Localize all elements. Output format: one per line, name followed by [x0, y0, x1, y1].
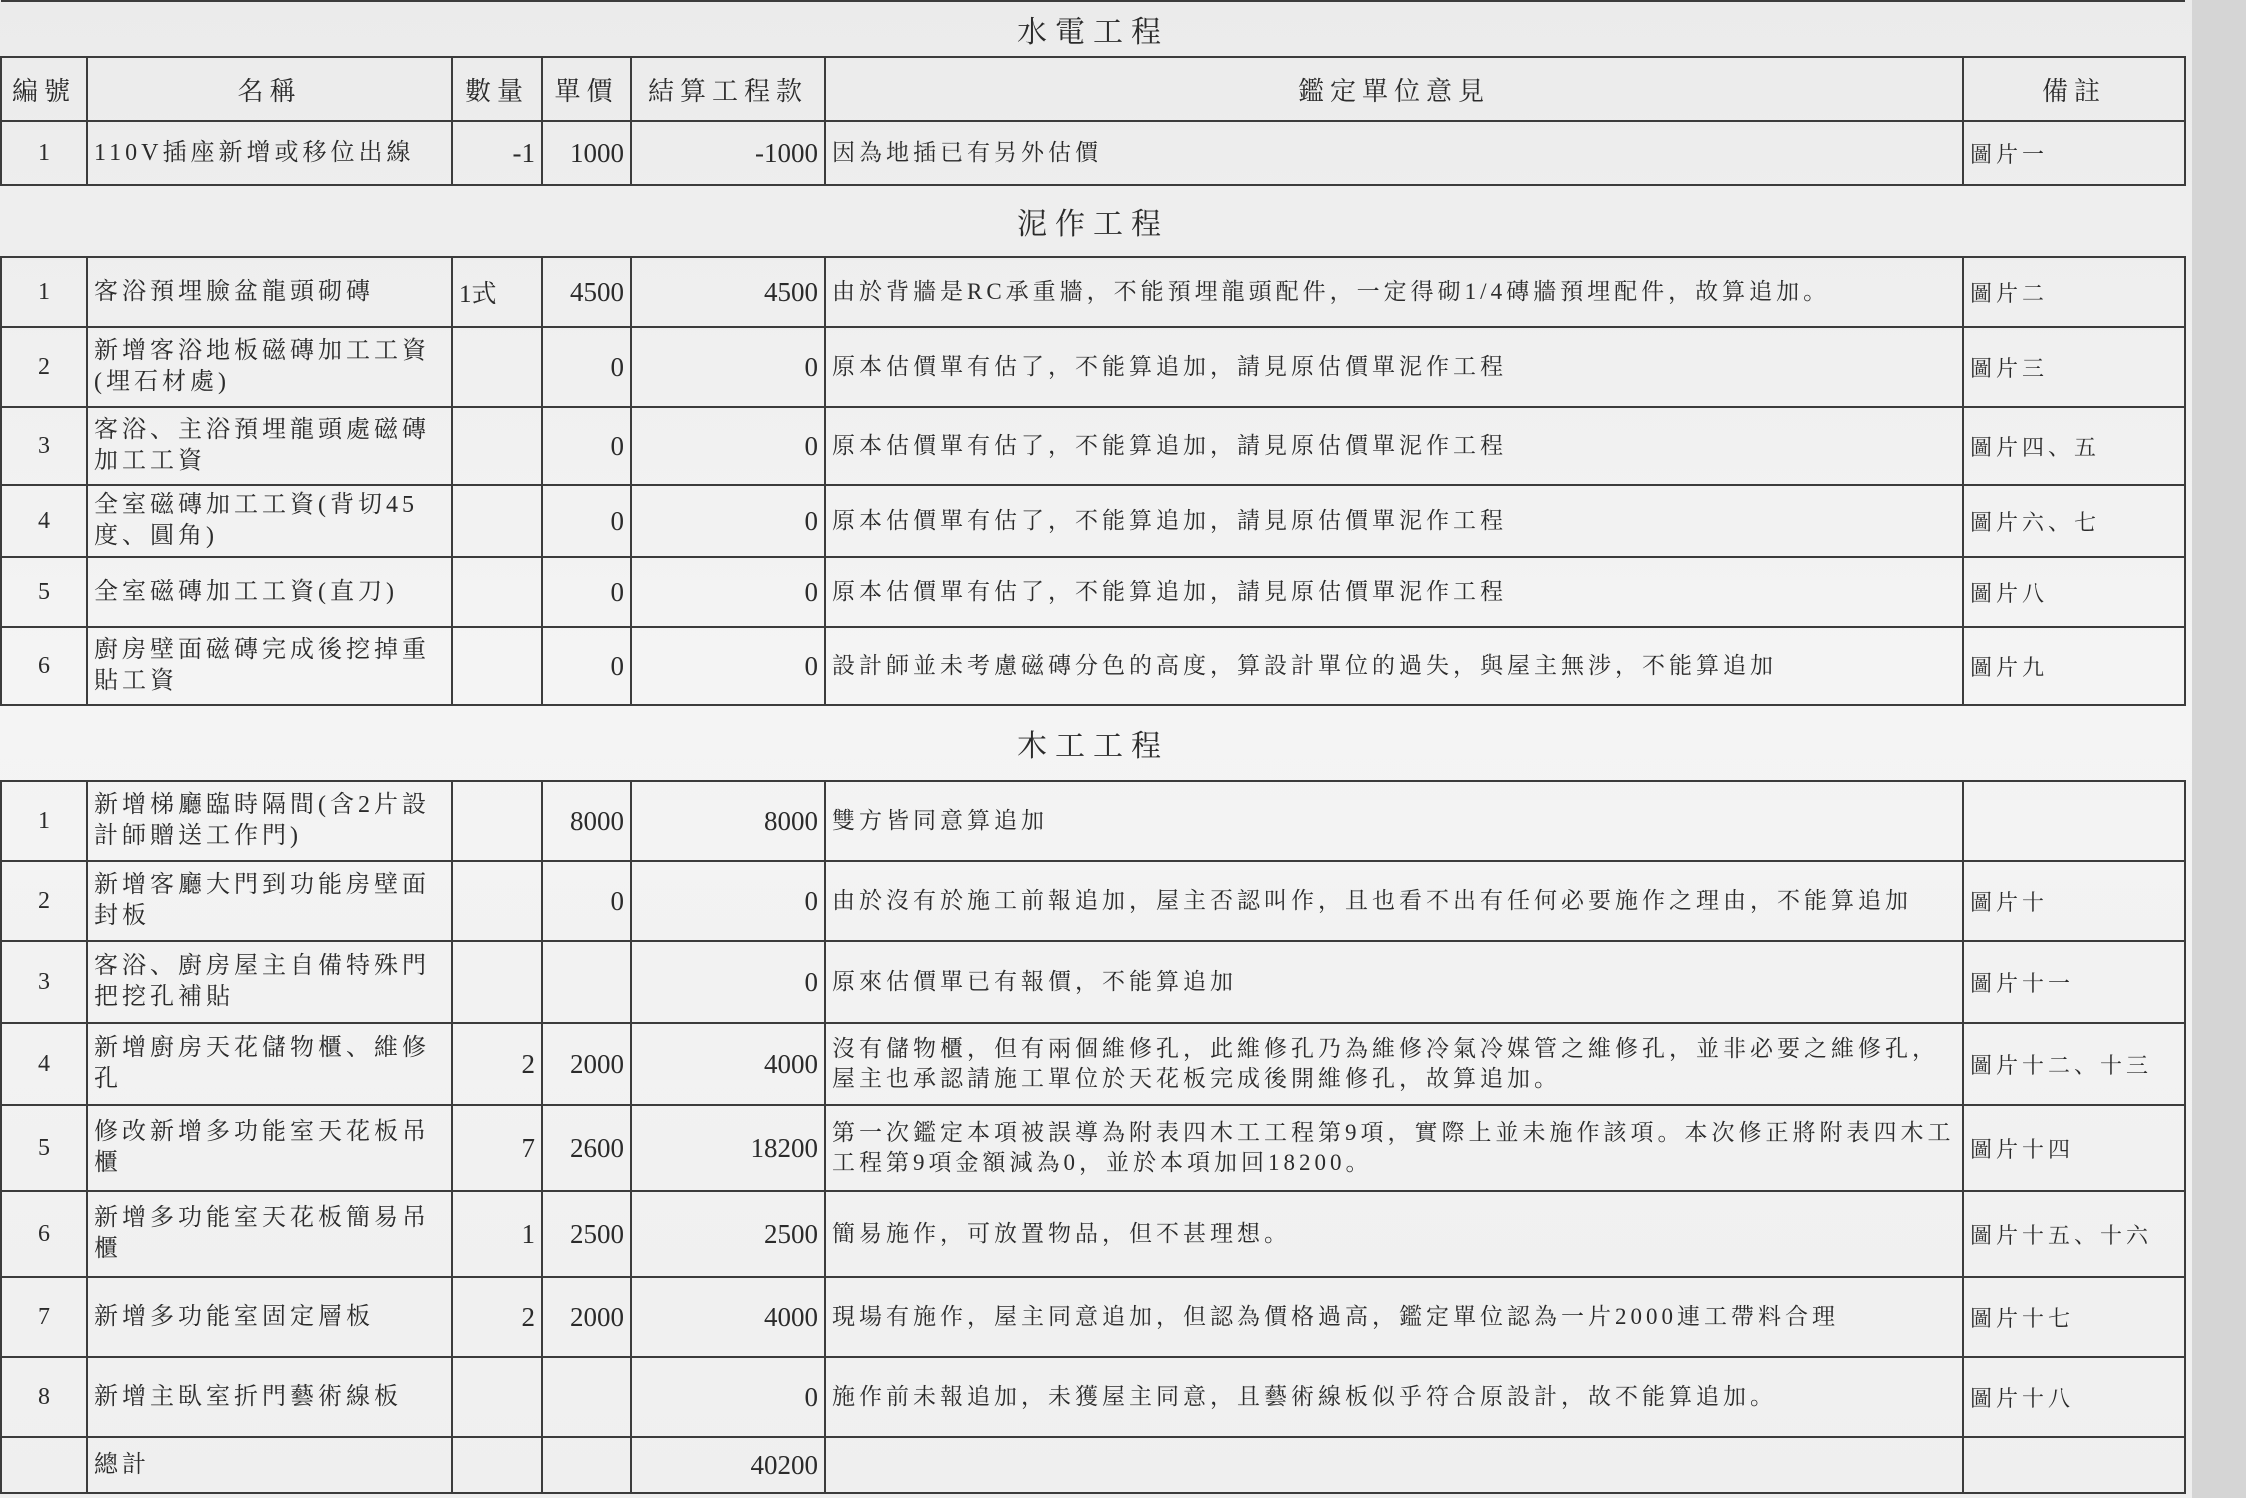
- header-no: 編號: [1, 57, 87, 121]
- item-amount: 0: [631, 327, 825, 407]
- section-title-masonry: 泥作工程: [1, 185, 2185, 257]
- table-row: [1, 861, 2185, 941]
- item-unit-price: 0: [542, 407, 631, 485]
- header-name: 名稱: [87, 57, 452, 121]
- item-no: 1: [1, 781, 87, 861]
- table-row: [1, 1277, 2185, 1357]
- item-name: 新增客廳大門到功能房壁面封板: [87, 861, 452, 941]
- item-no: 5: [1, 557, 87, 627]
- item-no: 6: [1, 1191, 87, 1277]
- table-row: [1, 941, 2185, 1023]
- item-opinion: 原來估價單已有報價，不能算追加: [825, 941, 1963, 1023]
- item-quantity: 1式: [452, 257, 542, 327]
- item-unit-price: 0: [542, 557, 631, 627]
- table-row: [1, 257, 2185, 327]
- item-no: 6: [1, 627, 87, 705]
- item-remark: 圖片三: [1963, 327, 2185, 407]
- item-unit-price: 2000: [542, 1023, 631, 1105]
- item-name: 新增梯廳臨時隔間(含2片設計師贈送工作門): [87, 781, 452, 861]
- item-unit-price: [542, 1357, 631, 1437]
- item-amount: 4000: [631, 1277, 825, 1357]
- item-amount: 0: [631, 861, 825, 941]
- item-quantity: 2: [452, 1277, 542, 1357]
- item-quantity: [452, 627, 542, 705]
- item-opinion: 現場有施作，屋主同意追加，但認為價格過高，鑑定單位認為一片2000連工帶料合理: [825, 1277, 1963, 1357]
- item-opinion: 原本估價單有估了，不能算追加，請見原估價單泥作工程: [825, 485, 1963, 557]
- section-title-carpentry: 木工工程: [1, 705, 2185, 781]
- item-unit-price: [542, 941, 631, 1023]
- table-row: [1, 557, 2185, 627]
- item-name: 全室磁磚加工工資(背切45度、圓角): [87, 485, 452, 557]
- item-name: 客浴、廚房屋主自備特殊門把挖孔補貼: [87, 941, 452, 1023]
- header-remark: 備註: [1963, 57, 2185, 121]
- item-amount: 18200: [631, 1105, 825, 1191]
- item-opinion: 施作前未報追加，未獲屋主同意，且藝術線板似乎符合原設計，故不能算追加。: [825, 1357, 1963, 1437]
- item-name: 廚房壁面磁磚完成後挖掉重貼工資: [87, 627, 452, 705]
- item-name: 110V插座新增或移位出線: [87, 121, 452, 185]
- item-unit-price: 0: [542, 327, 631, 407]
- item-name: 新增廚房天花儲物櫃、維修孔: [87, 1023, 452, 1105]
- item-opinion: 原本估價單有估了，不能算追加，請見原估價單泥作工程: [825, 557, 1963, 627]
- item-no: 2: [1, 327, 87, 407]
- table-row: [1, 1357, 2185, 1437]
- item-unit-price: 0: [542, 627, 631, 705]
- item-remark: 圖片十五、十六: [1963, 1191, 2185, 1277]
- total-remark-cell: [1963, 1437, 2185, 1493]
- section-title-row: [1, 1, 2185, 57]
- header-amount: 結算工程款: [631, 57, 825, 121]
- total-amount: 40200: [631, 1437, 825, 1493]
- item-opinion: 雙方皆同意算追加: [825, 781, 1963, 861]
- item-opinion: 因為地插已有另外估價: [825, 121, 1963, 185]
- item-remark: 圖片十八: [1963, 1357, 2185, 1437]
- item-quantity: [452, 327, 542, 407]
- item-amount: 0: [631, 627, 825, 705]
- item-unit-price: 0: [542, 861, 631, 941]
- item-opinion: 簡易施作，可放置物品，但不甚理想。: [825, 1191, 1963, 1277]
- total-row: [1, 1437, 2185, 1493]
- total-quantity-cell: [452, 1437, 542, 1493]
- item-no: 8: [1, 1357, 87, 1437]
- item-name: 全室磁磚加工工資(直刀): [87, 557, 452, 627]
- item-unit-price: 2500: [542, 1191, 631, 1277]
- table-row: [1, 781, 2185, 861]
- item-remark: 圖片一: [1963, 121, 2185, 185]
- item-quantity: 2: [452, 1023, 542, 1105]
- item-name: 新增客浴地板磁磚加工工資(埋石材處): [87, 327, 452, 407]
- item-remark: 圖片十: [1963, 861, 2185, 941]
- item-opinion: 由於背牆是RC承重牆，不能預埋龍頭配件，一定得砌1/4磚牆預埋配件，故算追加。: [825, 257, 1963, 327]
- item-name: 客浴、主浴預埋龍頭處磁磚加工工資: [87, 407, 452, 485]
- item-remark: 圖片十二、十三: [1963, 1023, 2185, 1105]
- table-row: [1, 1023, 2185, 1105]
- item-name: 客浴預埋臉盆龍頭砌磚: [87, 257, 452, 327]
- item-quantity: [452, 485, 542, 557]
- item-remark: 圖片十四: [1963, 1105, 2185, 1191]
- table-header-row: [1, 57, 2185, 121]
- table-row: [1, 121, 2185, 185]
- item-amount: 0: [631, 557, 825, 627]
- item-amount: 0: [631, 485, 825, 557]
- table-row: [1, 1105, 2185, 1191]
- table-row: [1, 1191, 2185, 1277]
- item-amount: 4500: [631, 257, 825, 327]
- item-no: 4: [1, 1023, 87, 1105]
- item-unit-price: 8000: [542, 781, 631, 861]
- item-amount: 0: [631, 407, 825, 485]
- item-amount: 0: [631, 1357, 825, 1437]
- total-no-cell: [1, 1437, 87, 1493]
- item-name: 新增多功能室天花板簡易吊櫃: [87, 1191, 452, 1277]
- item-no: 2: [1, 861, 87, 941]
- total-unit-price-cell: [542, 1437, 631, 1493]
- item-no: 3: [1, 407, 87, 485]
- item-remark: 圖片十一: [1963, 941, 2185, 1023]
- item-name: 新增主臥室折門藝術線板: [87, 1357, 452, 1437]
- item-quantity: 1: [452, 1191, 542, 1277]
- item-remark: 圖片九: [1963, 627, 2185, 705]
- item-unit-price: 0: [542, 485, 631, 557]
- item-quantity: [452, 1357, 542, 1437]
- item-remark: 圖片六、七: [1963, 485, 2185, 557]
- table-row: [1, 627, 2185, 705]
- item-amount: 4000: [631, 1023, 825, 1105]
- item-no: 5: [1, 1105, 87, 1191]
- item-name: 新增多功能室固定層板: [87, 1277, 452, 1357]
- item-name: 修改新增多功能室天花板吊櫃: [87, 1105, 452, 1191]
- item-quantity: 7: [452, 1105, 542, 1191]
- item-quantity: -1: [452, 121, 542, 185]
- item-remark: 圖片八: [1963, 557, 2185, 627]
- item-quantity: [452, 781, 542, 861]
- item-opinion: 沒有儲物櫃，但有兩個維修孔，此維修孔乃為維修冷氣冷媒管之維修孔，並非必要之維修孔，屋主也承認請施工單位於天花板完成後開維修孔，故算追加。: [825, 1023, 1963, 1105]
- item-remark: [1963, 781, 2185, 861]
- item-no: 7: [1, 1277, 87, 1357]
- table-row: [1, 407, 2185, 485]
- item-quantity: [452, 407, 542, 485]
- total-label: 總計: [87, 1437, 452, 1493]
- item-unit-price: 1000: [542, 121, 631, 185]
- item-no: 1: [1, 257, 87, 327]
- section-title-row: [1, 705, 2185, 781]
- item-unit-price: 4500: [542, 257, 631, 327]
- item-opinion: 設計師並未考慮磁磚分色的高度，算設計單位的過失，與屋主無涉，不能算追加: [825, 627, 1963, 705]
- item-amount: 2500: [631, 1191, 825, 1277]
- item-opinion: 原本估價單有估了，不能算追加，請見原估價單泥作工程: [825, 327, 1963, 407]
- item-unit-price: 2600: [542, 1105, 631, 1191]
- header-unit-price: 單價: [542, 57, 631, 121]
- item-unit-price: 2000: [542, 1277, 631, 1357]
- item-opinion: 第一次鑑定本項被誤導為附表四木工工程第9項，實際上並未施作該項。本次修正將附表四木工工程第9項金額減為0，並於本項加回18200。: [825, 1105, 1963, 1191]
- item-quantity: [452, 861, 542, 941]
- section-title-row: [1, 185, 2185, 257]
- header-quantity: 數量: [452, 57, 542, 121]
- item-opinion: 由於沒有於施工前報追加，屋主否認叫作，且也看不出有任何必要施作之理由，不能算追加: [825, 861, 1963, 941]
- item-amount: 0: [631, 941, 825, 1023]
- header-opinion: 鑑定單位意見: [825, 57, 1963, 121]
- item-amount: -1000: [631, 121, 825, 185]
- total-opinion-cell: [825, 1437, 1963, 1493]
- item-no: 3: [1, 941, 87, 1023]
- item-remark: 圖片四、五: [1963, 407, 2185, 485]
- section-title-plumbing-electrical: 水電工程: [1, 1, 2185, 57]
- table-row: [1, 485, 2185, 557]
- item-opinion: 原本估價單有估了，不能算追加，請見原估價單泥作工程: [825, 407, 1963, 485]
- item-remark: 圖片二: [1963, 257, 2185, 327]
- item-no: 1: [1, 121, 87, 185]
- item-no: 4: [1, 485, 87, 557]
- item-quantity: [452, 941, 542, 1023]
- table-row: [1, 327, 2185, 407]
- item-remark: 圖片十七: [1963, 1277, 2185, 1357]
- item-amount: 8000: [631, 781, 825, 861]
- item-quantity: [452, 557, 542, 627]
